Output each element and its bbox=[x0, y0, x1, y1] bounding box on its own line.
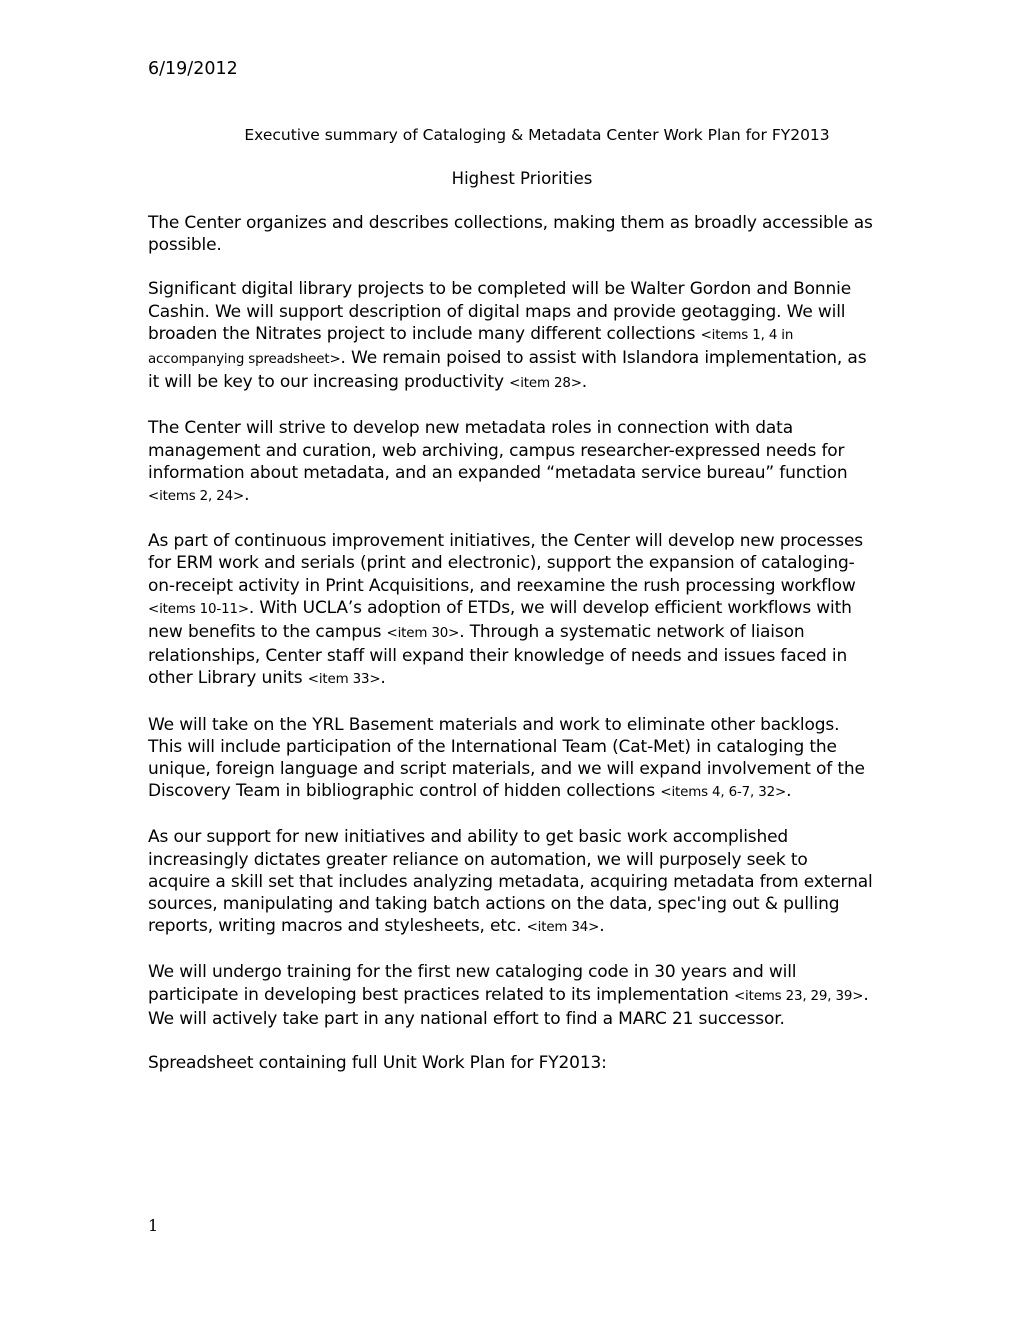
document-date: 6/19/2012 bbox=[148, 59, 238, 79]
paragraph-text: As our support for new initiatives and ability to get basic work accomplished increasingly dictates greater reliance on automation, we will purposely seek to acquire a skill set that includes analyzing metadata, acquiring metadata from external sources, manipulating and taking batch actions on the data, spec'ing out & pulling reports, writing macros and stylesheets, etc. bbox=[148, 827, 873, 937]
paragraph-text: Spreadsheet containing full Unit Work Plan for FY2013: bbox=[148, 1053, 607, 1074]
item-reference: <items 4, 6-7, 32> bbox=[660, 785, 787, 801]
paragraph-text: . With UCLA’s adoption of ETDs, we will develop efficient workflows with new benefits to the campus bbox=[148, 597, 852, 643]
paragraph-p1 bbox=[148, 212, 874, 256]
spacer bbox=[148, 395, 874, 417]
document-body bbox=[148, 58, 874, 1074]
spacer bbox=[148, 939, 874, 961]
item-reference: <items 1, 4 in accompanying spreadsheet> bbox=[148, 327, 794, 368]
paragraph-text: . bbox=[786, 781, 792, 802]
paragraph-p6 bbox=[148, 826, 874, 939]
paragraph-p2 bbox=[148, 278, 874, 395]
paragraph-p7 bbox=[148, 961, 874, 1030]
paragraph-text: . bbox=[599, 916, 605, 937]
item-reference: <item 33> bbox=[307, 672, 381, 688]
paragraph-text: . bbox=[380, 668, 386, 689]
item-reference: <items 10-11> bbox=[148, 601, 249, 617]
document-subtitle: Highest Priorities bbox=[451, 169, 593, 188]
spacer bbox=[148, 190, 874, 212]
paragraph-text: We will undergo training for the first new cataloging code in 30 years and will participate in developing best practices related to its implementation bbox=[148, 962, 797, 1005]
spacer bbox=[148, 1030, 874, 1052]
spacer bbox=[148, 102, 874, 124]
page-number: 1 bbox=[148, 1216, 159, 1235]
paragraph-p3 bbox=[148, 417, 874, 508]
paragraph-container bbox=[148, 212, 874, 1074]
item-reference: <items 2, 24> bbox=[148, 489, 245, 505]
item-reference: <item 34> bbox=[526, 920, 600, 936]
spacer bbox=[148, 256, 874, 278]
paragraph-text: . We remain poised to assist with Islandora implementation, as it will be key to our increasing productivity bbox=[148, 348, 867, 393]
item-reference: <item 30> bbox=[386, 626, 460, 642]
paragraph-text: Significant digital library projects to be completed will be Walter Gordon and Bonnie Cashin. We will support description of digital maps and provide geotagging. We will broaden the Nitrates project to include many different collections bbox=[148, 279, 852, 344]
paragraph-text: . bbox=[581, 372, 588, 393]
paragraph-p5 bbox=[148, 714, 874, 805]
document-title: Executive summary of Cataloging & Metadata Center Work Plan for FY2013 bbox=[244, 126, 830, 144]
paragraph-text: . bbox=[244, 485, 250, 506]
spacer bbox=[148, 804, 874, 826]
spacer bbox=[148, 80, 874, 102]
spacer bbox=[148, 508, 874, 530]
paragraph-p8 bbox=[148, 1052, 874, 1074]
spacer bbox=[148, 692, 874, 714]
item-reference: <items 23, 29, 39> bbox=[733, 988, 864, 1004]
item-reference: <item 28> bbox=[509, 376, 582, 392]
paragraph-text: The Center organizes and describes collections, making them as broadly accessible as possible. bbox=[148, 213, 873, 256]
spacer bbox=[148, 146, 874, 168]
paragraph-text: . We will actively take part in any national effort to find a MARC 21 successor. bbox=[148, 984, 869, 1029]
paragraph-p4 bbox=[148, 530, 874, 691]
paragraph-text: . Through a systematic network of liaison relationships, Center staff will expand their knowledge of needs and issues faced in other Library units bbox=[148, 622, 848, 689]
paragraph-text: The Center will strive to develop new metadata roles in connection with data management and curation, web archiving, campus researcher-expressed needs for information about metadata, and an expanded “metadata service bureau” function bbox=[148, 418, 848, 483]
paragraph-text: As part of continuous improvement initiatives, the Center will develop new processes for ERM work and serials (print and electronic), support the expansion of cataloging-on-receipt activity in Print Acquisitions, and reexamine the rush processing workflow bbox=[148, 531, 863, 596]
paragraph-text: We will take on the YRL Basement materials and work to eliminate other backlogs. This will include participation of the International Team (Cat-Met) in cataloging the unique, foreign language and script materials, and we will expand involvement of the Discovery Team in bibliographic control of hidden collections bbox=[148, 714, 865, 802]
